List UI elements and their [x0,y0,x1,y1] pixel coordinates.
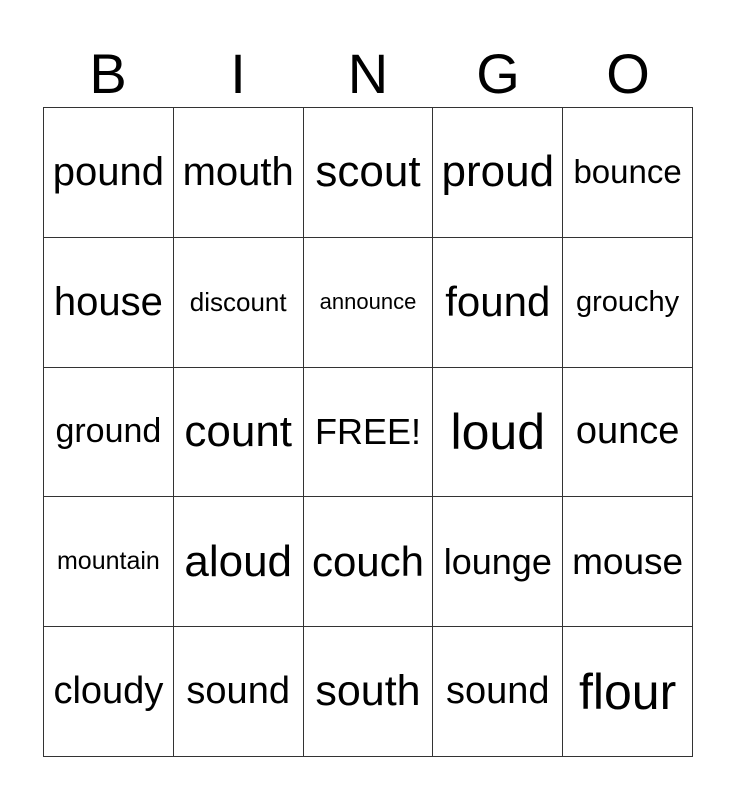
cell-word: ground [55,412,162,451]
bingo-cell [44,627,174,757]
bingo-cell [174,368,304,498]
cell-word: couch [311,537,425,585]
bingo-cell [304,238,434,368]
bingo-cell [563,368,693,498]
bingo-cell [44,108,174,238]
cell-word: pound [52,149,165,194]
bingo-cell [433,627,563,757]
cell-word: loud [450,403,546,460]
bingo-cell [44,497,174,627]
bingo-cell [304,497,434,627]
bingo-cell [304,627,434,757]
bingo-cell [174,627,304,757]
bingo-cell [433,497,563,627]
cell-word: bounce [573,153,682,191]
cell-word: mouth [182,149,294,194]
header-letter-g: G [476,42,520,105]
bingo-cell [304,108,434,238]
bingo-cell [44,238,174,368]
bingo-cell [563,497,693,627]
bingo-cell [433,238,563,368]
bingo-cell [563,238,693,368]
bingo-cell [174,108,304,238]
bingo-grid [43,107,693,757]
cell-word: cloudy [53,670,164,713]
bingo-cell [433,368,563,498]
cell-word: south [315,667,421,716]
cell-word: flour [578,663,677,720]
cell-word: sound [186,670,290,713]
cell-word: count [184,406,293,456]
header-letter-n: N [347,42,389,105]
cell-word: found [445,278,551,326]
cell-word: grouchy [576,285,680,318]
bingo-cell [433,108,563,238]
cell-word: aloud [184,536,293,586]
bingo-cell [174,238,304,368]
header-letter-b: B [89,42,127,105]
cell-word: sound [446,670,550,713]
header-letter-o: O [606,42,650,105]
bingo-cell [44,368,174,498]
cell-word: announce [319,289,417,315]
bingo-cell [174,497,304,627]
cell-word: mouse [572,540,684,582]
cell-word: ounce [575,410,680,453]
bingo-header [43,40,693,108]
cell-word: lounge [443,540,552,582]
cell-word: proud [441,147,555,197]
cell-word: scout [315,147,421,197]
cell-word: house [53,279,163,324]
header-letter-i: I [230,42,246,105]
bingo-cell [563,627,693,757]
free-space: FREE! [314,410,421,452]
bingo-cell [304,368,434,498]
cell-word: mountain [56,547,160,576]
cell-word: discount [189,286,287,317]
bingo-cell [563,108,693,238]
